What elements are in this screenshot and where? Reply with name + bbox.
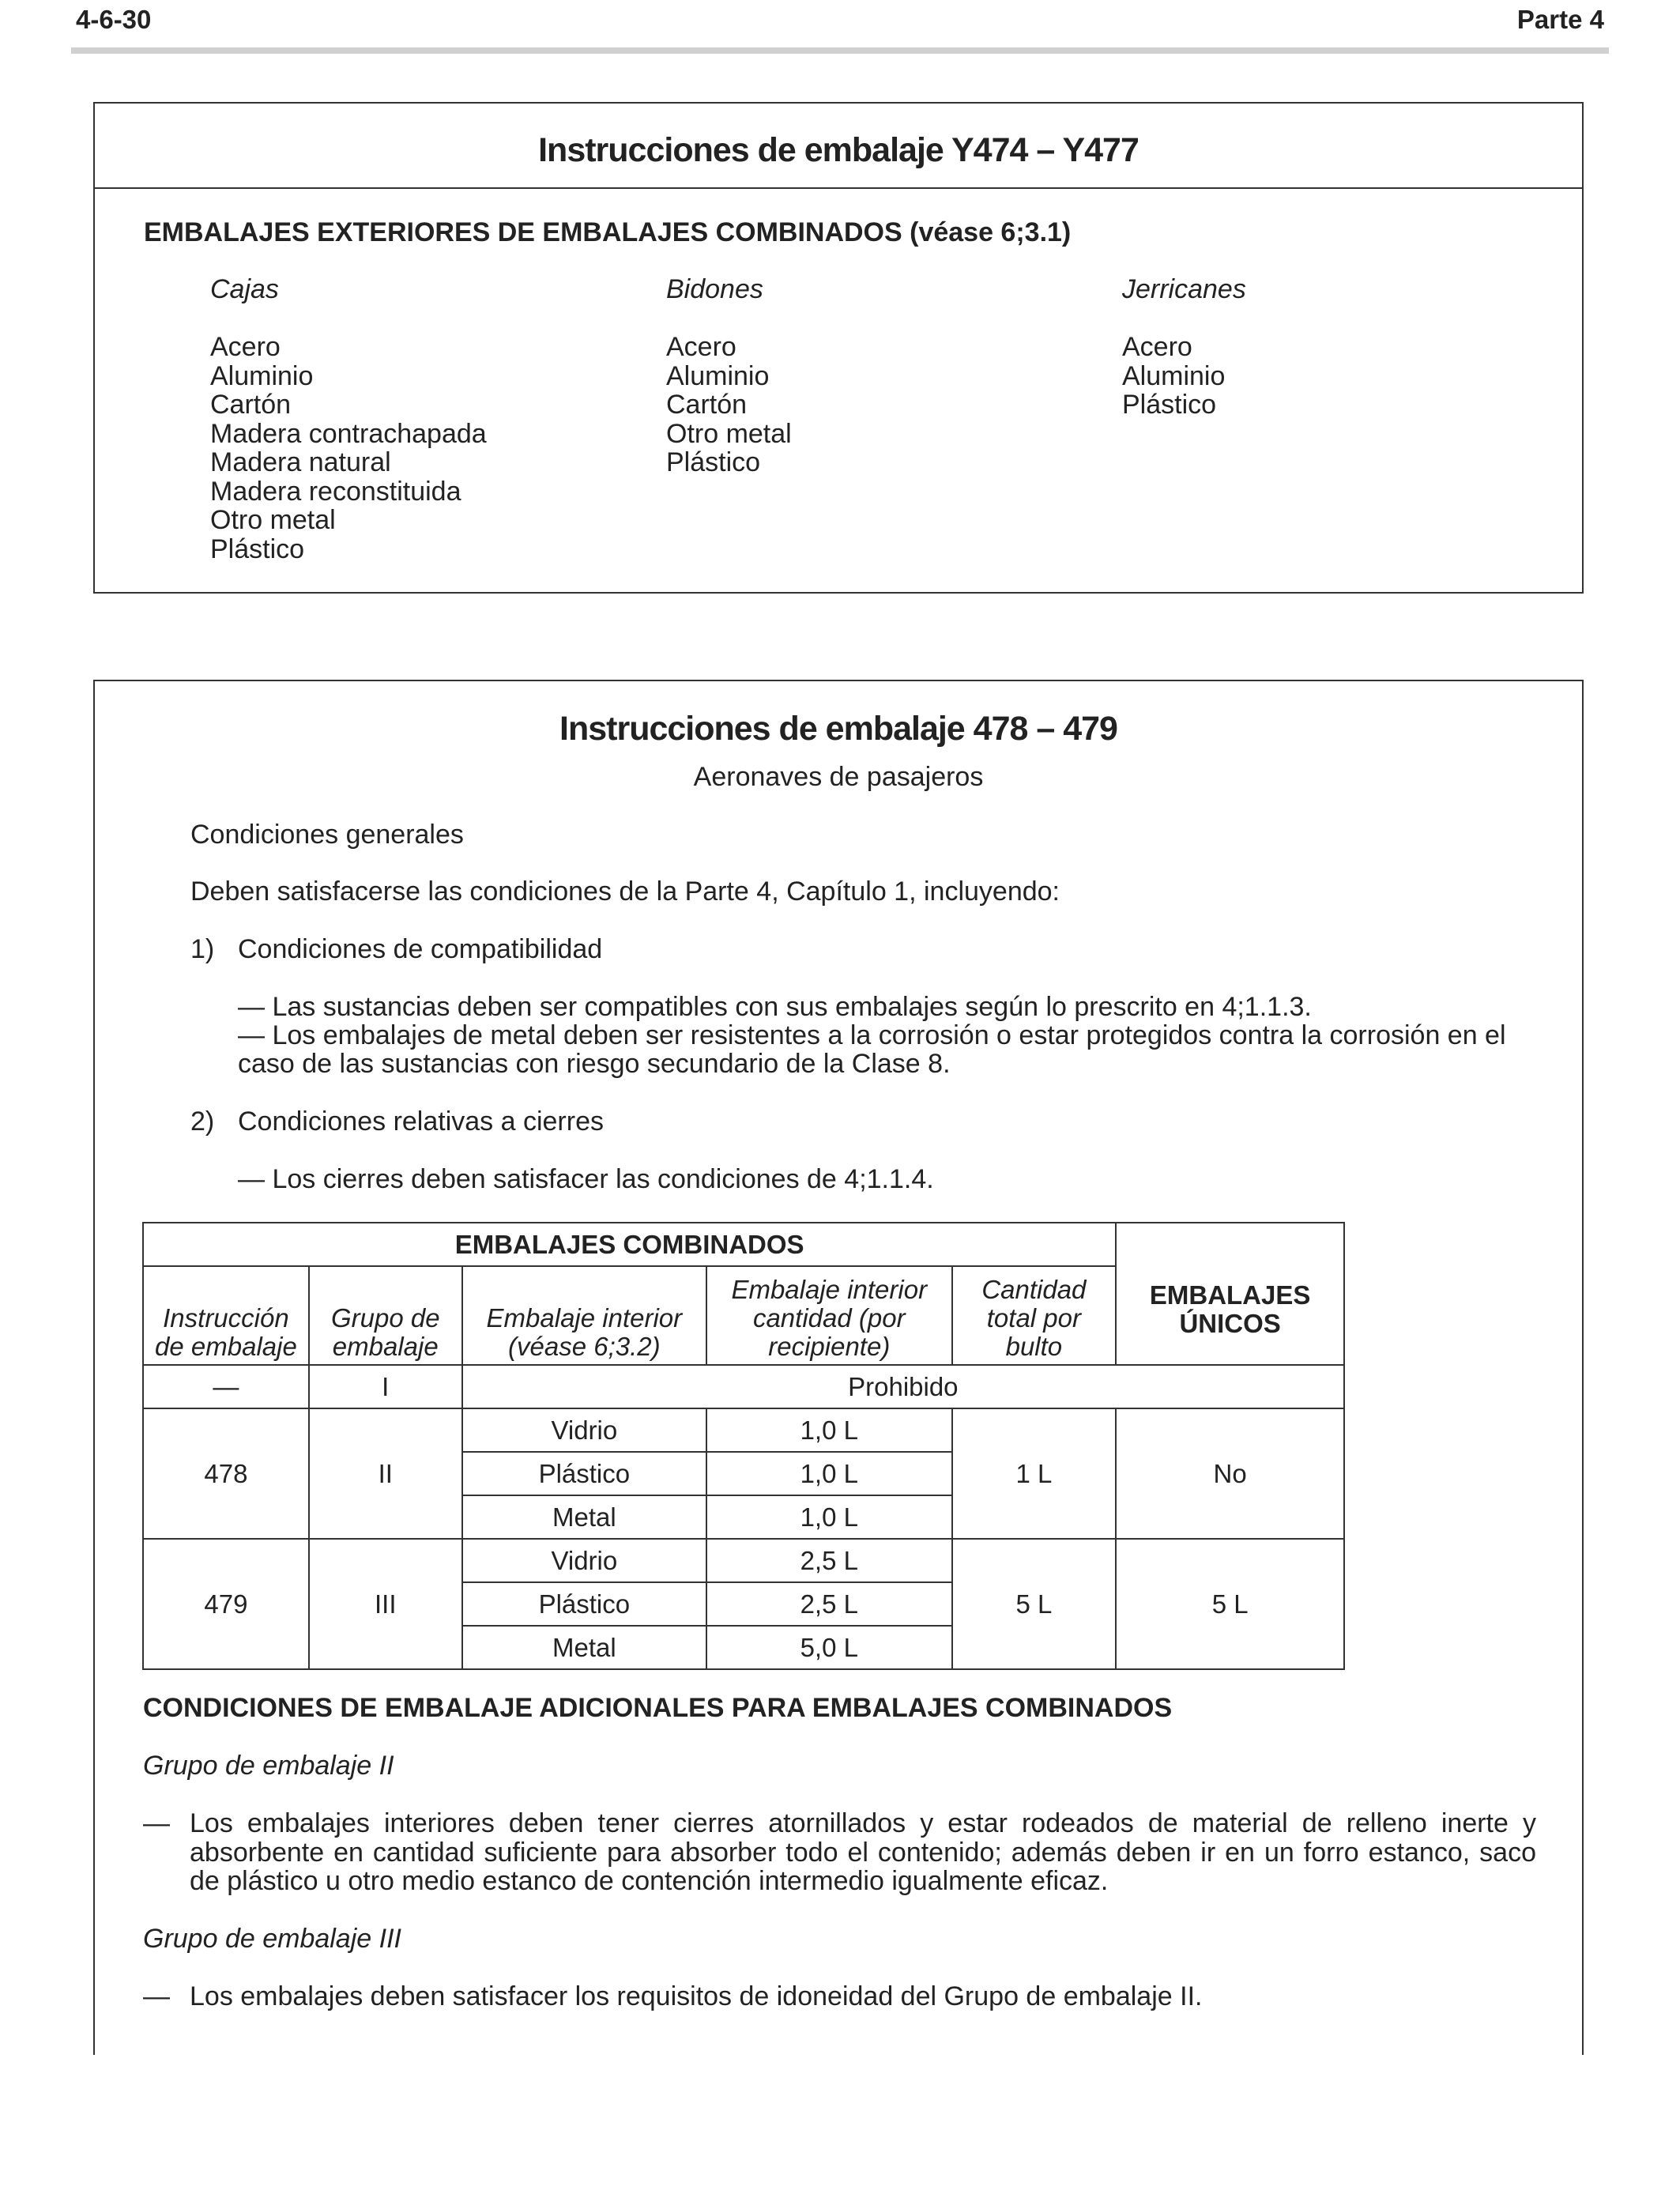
- cell-inner-material: Metal: [462, 1626, 706, 1669]
- cell-inner-qty: 2,5 L: [706, 1582, 951, 1626]
- packing-group-3-dash: —: [143, 1981, 170, 2011]
- column-heading: Bidones: [666, 274, 763, 304]
- header-rule: [71, 47, 1609, 54]
- cell-total: 1 L: [952, 1408, 1117, 1539]
- list-item: Cartón: [666, 390, 748, 420]
- cell-single: 5 L: [1116, 1539, 1344, 1669]
- packing-group-2-heading: Grupo de embalaje II: [143, 1751, 394, 1781]
- list-item: Aluminio: [1122, 360, 1226, 391]
- cell-inner-material: Plástico: [462, 1452, 706, 1495]
- list-item: Otro metal: [666, 418, 792, 449]
- box1-title-rule: [95, 187, 1582, 189]
- condition-1-bullet-1: — Las sustancias deben ser compatibles con sus embalajes según lo prescrito en 4;1.1.3.: [238, 992, 1312, 1022]
- condition-2-number: 2): [190, 1106, 215, 1137]
- condition-2-bullet-1: — Los cierres deben satisfacer las condiciones de 4;1.1.4.: [238, 1164, 934, 1194]
- col-header-group: Grupo de embalaje: [309, 1266, 462, 1365]
- cell-group: II: [309, 1408, 462, 1539]
- list-item: Plástico: [1122, 390, 1217, 420]
- box1-title: Instrucciones de embalaje Y474 – Y477: [538, 131, 1139, 169]
- condition-1-bullet-2-cont: caso de las sustancias con riesgo secundario de la Clase 8.: [238, 1049, 951, 1079]
- cell-inner-material: Vidrio: [462, 1539, 706, 1582]
- cell-single: No: [1116, 1408, 1344, 1539]
- packing-group-3-text: Los embalajes deben satisfacer los requisitos de idoneidad del Grupo de embalaje II.: [190, 1981, 1203, 2011]
- cell-inner-qty: 5,0 L: [706, 1626, 951, 1669]
- table-row: [143, 1539, 1344, 1582]
- cell-inner-material: Plástico: [462, 1582, 706, 1626]
- table-row: [143, 1408, 1344, 1452]
- condition-1-number: 1): [190, 934, 215, 964]
- page-number: 4-6-30: [76, 5, 152, 34]
- column-heading: Jerricanes: [1122, 274, 1246, 304]
- cell-inner-qty: 1,0 L: [706, 1452, 951, 1495]
- list-item: Cartón: [210, 390, 292, 420]
- col-header-instruction: Instrucción de embalaje: [143, 1266, 309, 1365]
- condition-1-title: Condiciones de compatibilidad: [238, 934, 603, 964]
- cell-instruction: —: [143, 1365, 309, 1408]
- packing-instruction-box-y474: [93, 102, 1584, 594]
- col-header-inner-qty: Embalaje interior cantidad (por recipiente): [706, 1266, 951, 1365]
- column-bidones: [666, 275, 792, 477]
- cell-inner-material: Vidrio: [462, 1408, 706, 1452]
- cell-forbidden: Prohibido: [462, 1365, 1344, 1408]
- packing-group-2-text: Los embalajes interiores deben tener cierres atornillados y estar rodeados de material de relleno inerte y absorbente en cantidad suficiente para absorber todo el contenido; además deben ir en un forro estanco, saco de plástico u otro medio estanco de contención intermedio igualmente eficaz.: [190, 1808, 1536, 1896]
- list-item: Acero: [1122, 332, 1192, 362]
- list-item: Acero: [666, 332, 736, 362]
- cell-inner-qty: 2,5 L: [706, 1539, 951, 1582]
- list-item: Madera contrachapada: [210, 418, 487, 449]
- cell-group: I: [309, 1365, 462, 1408]
- box2-subtitle: Aeronaves de pasajeros: [693, 762, 984, 792]
- column-cajas: [210, 275, 487, 564]
- box2-title: Instrucciones de embalaje 478 – 479: [559, 710, 1117, 748]
- cell-instruction: 478: [143, 1408, 309, 1539]
- list-item: Acero: [210, 332, 281, 362]
- list-item: Aluminio: [210, 360, 314, 391]
- list-item: Plástico: [666, 447, 761, 477]
- cell-group: III: [309, 1539, 462, 1669]
- packing-group-3-heading: Grupo de embalaje III: [143, 1924, 401, 1954]
- column-jerricanes: [1122, 275, 1246, 420]
- list-item: Plástico: [210, 533, 305, 564]
- cell-inner-qty: 1,0 L: [706, 1408, 951, 1452]
- condition-1-bullet-2: — Los embalajes de metal deben ser resistentes a la corrosión o estar protegidos contra la corrosión en el: [238, 1020, 1506, 1050]
- combined-packaging-heading: EMBALAJES COMBINADOS: [143, 1223, 1116, 1266]
- cell-inner-qty: 1,0 L: [706, 1495, 951, 1539]
- single-packaging-heading: EMBALAJES ÚNICOS: [1116, 1223, 1344, 1365]
- box1-subtitle: EMBALAJES EXTERIORES DE EMBALAJES COMBINADOS (véase 6;3.1): [144, 217, 1072, 247]
- table-row: [143, 1365, 1344, 1408]
- general-conditions-heading: Condiciones generales: [190, 820, 464, 850]
- list-item: Madera reconstituida: [210, 476, 461, 507]
- list-item: Otro metal: [210, 505, 336, 535]
- part-label: Parte 4: [1516, 5, 1604, 34]
- column-heading: Cajas: [210, 274, 279, 304]
- condition-2-title: Condiciones relativas a cierres: [238, 1106, 604, 1137]
- packing-group-2-dash: —: [143, 1808, 170, 1838]
- col-header-inner: Embalaje interior (véase 6;3.2): [462, 1266, 706, 1365]
- cell-instruction: 479: [143, 1539, 309, 1669]
- cell-inner-material: Metal: [462, 1495, 706, 1539]
- cell-total: 5 L: [952, 1539, 1117, 1669]
- packing-table: [142, 1222, 1345, 1670]
- col-header-total: Cantidad total por bulto: [952, 1266, 1117, 1365]
- general-conditions-intro: Deben satisfacerse las condiciones de la Parte 4, Capítulo 1, incluyendo:: [190, 876, 1060, 907]
- list-item: Madera natural: [210, 447, 391, 477]
- additional-conditions-heading: CONDICIONES DE EMBALAJE ADICIONALES PARA EMBALAJES COMBINADOS: [143, 1693, 1173, 1723]
- list-item: Aluminio: [666, 360, 770, 391]
